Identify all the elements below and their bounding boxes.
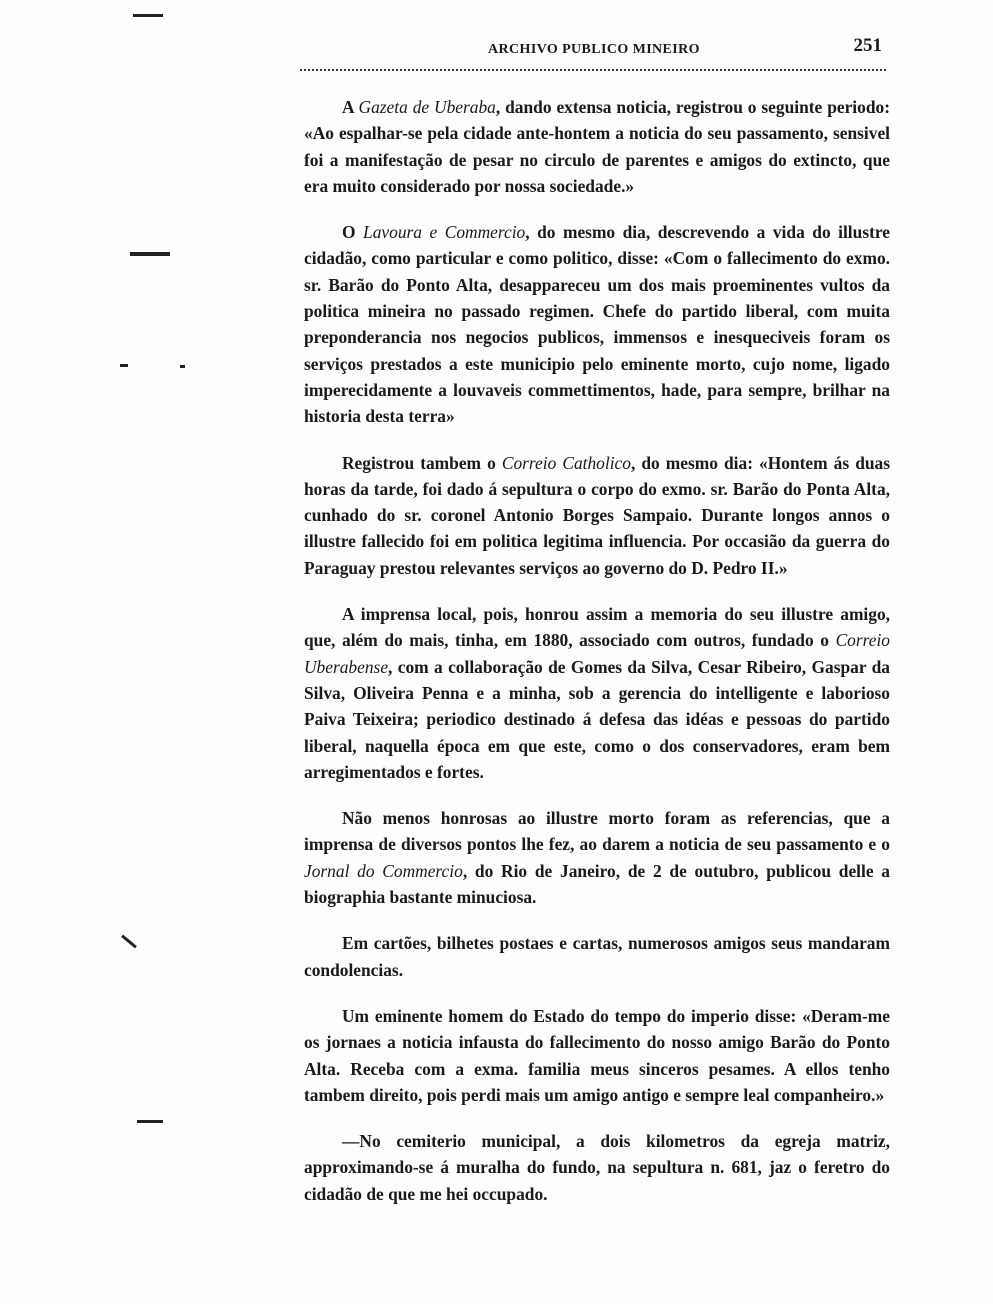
newspaper-title: Correio Uberabense	[304, 630, 890, 677]
page-number: 251	[853, 35, 882, 56]
newspaper-title: Gazeta de Uberaba	[358, 97, 496, 117]
body-text	[304, 94, 890, 1207]
margin-mark	[137, 1120, 163, 1123]
margin-mark	[121, 935, 137, 949]
newspaper-title: Lavoura e Commercio	[363, 222, 526, 243]
newspaper-title: Correio Catholico	[501, 452, 631, 473]
newspaper-title: Jornal do Commercio	[304, 860, 463, 881]
running-title: ARCHIVO PUBLICO MINEIRO	[488, 42, 700, 57]
paragraph-lavoura: O Lavoura e Commercio, do mesmo dia, descrevendo a vida do illustre cidadão, como particular e como politico, disse: «Com o fallecimento do exmo. sr. Barão do Ponto Alta, desappareceu um dos mais proeminentes vultos da politica mineira no passado regimen. Chefe do partido liberal, com muita preponderancia nos negocios publicos, immensos e inesqueciveis foram os serviços prestados a este municipio pelo eminente morto, cujo nome, ligado imperecidamente a louvaveis commettimentos, hade, para sempre, brilhar na historia desta terra»	[304, 222, 890, 427]
margin-mark	[120, 364, 128, 367]
paragraph-condolencias: Em cartões, bilhetes postaes e cartas, numerosos amigos seus mandaram condolencias.	[304, 933, 890, 980]
page-header	[300, 34, 886, 74]
paragraph-homem-estado: Um eminente homem do Estado do tempo do imperio disse: «Deram-me os jornaes a noticia infausta do fallecimento do nosso amigo Barão do Ponto Alta. Receba com a exma. familia meus sinceros pesames. A ellos tenho tambem direito, pois perdi mais um amigo antigo e sempre leal companheiro.»	[304, 1005, 890, 1105]
paragraph-gazeta: A Gazeta de Uberaba, dando extensa noticia, registrou o seguinte periodo: «Ao espalhar-se pela cidade ante-hontem a noticia do seu passamento, sensivel foi a manifestação de pesar no circulo de parentes e amigos do extincto, que era muito considerado por nossa sociedade.»	[304, 97, 890, 196]
header-rule	[300, 69, 886, 71]
margin-mark	[180, 365, 185, 368]
paragraph-jornal-commercio: Não menos honrosas ao illustre morto foram as referencias, que a imprensa de diversos pontos lhe fez, ao darem a noticia de seu passamento e o Jornal do Commercio, do Rio de Janeiro, de 2 de outubro, publicou delle a biographia bastante minuciosa.	[304, 808, 890, 908]
margin-mark	[133, 14, 163, 17]
paragraph-cemiterio: —No cemiterio municipal, a dois kilometros da egreja matriz, approximando-se á muralha do fundo, na sepultura n. 681, jaz o feretro do cidadão de que me hei occupado.	[304, 1131, 890, 1204]
paragraph-imprensa-local: A imprensa local, pois, honrou assim a memoria do seu illustre amigo, que, além do mais, tinha, em 1880, associado com outros, fundado o Correio Uberabense, com a collaboração de Gomes da Silva, Cesar Ribeiro, Gaspar da Silva, Oliveira Penna e a minha, sob a gerencia do intelligente e laborioso Paiva Teixeira; periodico destinado á defesa das idéas e pessoas do partido liberal, naquella época em que este, como o dos conservadores, eram bem arregimentados e fortes.	[304, 604, 890, 782]
margin-mark	[130, 252, 170, 256]
paragraph-correio-catholico: Registrou tambem o Correio Catholico, do mesmo dia: «Hontem ás duas horas da tarde, foi dado á sepultura o corpo do exmo. sr. Barão do Ponta Alta, cunhado do sr. coronel Antonio Borges Sampaio. Durante longos annos o illustre fallecido foi em politica legitima influencia. Por occasião da guerra do Paraguay prestou relevantes serviços ao governo do D. Pedro II.»	[304, 452, 891, 578]
